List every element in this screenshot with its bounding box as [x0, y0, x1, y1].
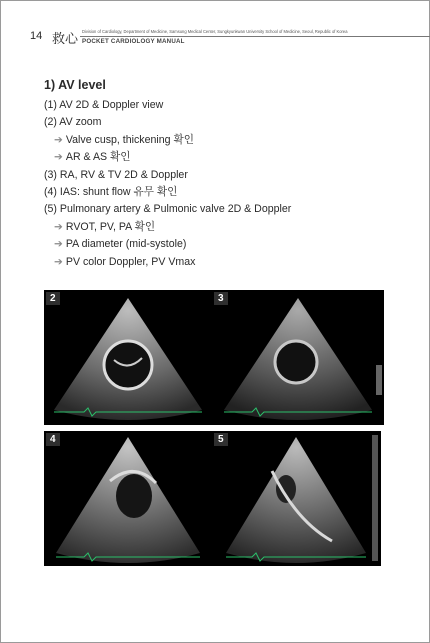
page-header	[30, 27, 430, 51]
list-item-text: AR & AS 확인	[65, 151, 131, 164]
section-content	[44, 77, 404, 271]
arrow-icon: ➔	[54, 220, 63, 233]
list-item-text: RVOT, PV, PA 확인	[65, 220, 156, 233]
list-item-text: (3) RA, RV & TV 2D & Doppler	[44, 168, 188, 181]
section-list	[44, 97, 404, 271]
arrow-icon: ➔	[54, 255, 63, 268]
list-item-text: PV color Doppler, PV Vmax	[65, 255, 196, 268]
list-item	[44, 97, 404, 114]
figure-row-bottom	[44, 431, 381, 566]
figure-panel-4	[44, 431, 212, 566]
echo-image-2	[44, 290, 212, 425]
list-item	[44, 184, 404, 201]
list-item-text: (1) AV 2D & Doppler view	[44, 99, 164, 111]
list-item-text: (2) AV zoom	[44, 116, 102, 129]
figure-panel-3	[212, 290, 384, 425]
figure-row-top	[44, 290, 384, 425]
section-title: 1) AV level	[44, 78, 106, 92]
list-item-text: PA diameter (mid-systole)	[65, 238, 187, 251]
figure-label-3: 3	[214, 292, 228, 305]
list-item-text: (5) Pulmonary artery & Pulmonic valve 2D & Doppler	[44, 203, 292, 216]
figure-panel-5	[212, 431, 381, 566]
arrow-icon: ➔	[54, 238, 63, 251]
arrow-icon: ➔	[54, 133, 63, 146]
list-item	[44, 149, 404, 166]
list-item	[44, 254, 404, 271]
arrow-icon: ➔	[54, 151, 63, 164]
figure-label-4: 4	[46, 433, 60, 446]
list-item	[44, 132, 404, 149]
header-hanja: 救心	[52, 32, 79, 47]
list-item-text: (4) IAS: shunt flow 유무 확인	[44, 186, 178, 199]
echo-image-5	[212, 431, 381, 566]
header-affiliation: Division of Cardiology, Department of Medicine, Samsung Medical Center, Sungkyunkwan University School of Medicine, Seoul, Republic of Korea	[82, 29, 348, 34]
list-item	[44, 219, 404, 236]
figure-label-5: 5	[214, 433, 228, 446]
figure-label-2: 2	[46, 292, 60, 305]
list-item	[44, 236, 404, 253]
list-item	[44, 114, 404, 131]
figure-panel-2	[44, 290, 212, 425]
list-item	[44, 167, 404, 184]
echo-image-3	[212, 290, 384, 425]
page-number: 14	[30, 30, 43, 42]
header-rule	[80, 36, 430, 37]
list-item	[44, 201, 404, 218]
list-item-text: Valve cusp, thickening 확인	[65, 133, 194, 146]
manual-title: POCKET CARDIOLOGY MANUAL	[82, 38, 185, 45]
echo-image-4	[44, 431, 212, 566]
